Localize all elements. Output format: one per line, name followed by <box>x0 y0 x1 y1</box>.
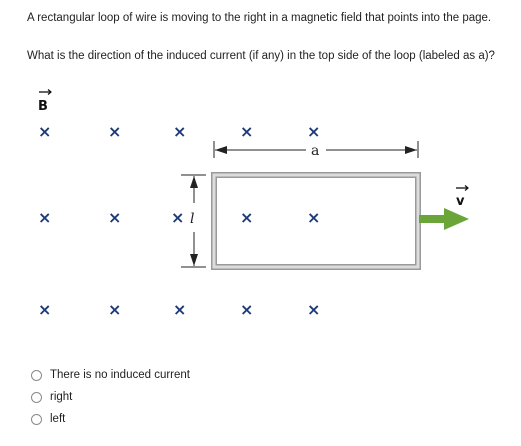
dimension-l-label: l <box>190 211 195 227</box>
field-mark-icon: × <box>173 122 187 141</box>
field-mark-icon: × <box>240 300 254 319</box>
velocity-label <box>456 186 468 210</box>
field-mark-icon: × <box>173 300 187 319</box>
field-mark-icon: × <box>38 208 52 227</box>
radio-button[interactable] <box>31 414 42 425</box>
field-marks <box>38 122 320 319</box>
option-label: There is no induced current <box>50 369 190 381</box>
field-mark-icon: × <box>171 208 185 227</box>
field-mark-icon: × <box>38 122 52 141</box>
field-mark-icon: × <box>38 300 52 319</box>
question-text-line-1: A rectangular loop of wire is moving to the right in a magnetic field that points into the page. <box>27 12 492 24</box>
velocity-label-text: v <box>456 194 465 209</box>
option-right[interactable] <box>31 389 72 405</box>
field-mark-icon: × <box>307 300 321 319</box>
radio-button[interactable] <box>31 392 42 403</box>
dimension-a <box>214 141 418 159</box>
field-mark-icon: × <box>108 122 122 141</box>
field-mark-icon: × <box>307 208 321 227</box>
option-no-induced-current[interactable] <box>31 367 190 383</box>
field-label-text: B <box>38 99 48 114</box>
dimension-a-label: a <box>311 143 320 159</box>
field-mark-icon: × <box>108 208 122 227</box>
field-mark-icon: × <box>108 300 122 319</box>
radio-button[interactable] <box>31 370 42 381</box>
field-mark-icon: × <box>240 208 254 227</box>
option-left[interactable] <box>31 411 65 427</box>
field-mark-icon: × <box>307 122 321 141</box>
option-label: right <box>50 391 73 403</box>
field-mark-icon: × <box>240 122 254 141</box>
question-text-line-2: What is the direction of the induced current (if any) in the top side of the loop (labeled as a)? <box>27 50 495 62</box>
field-label-b <box>38 90 51 115</box>
velocity-arrow-icon <box>419 208 469 230</box>
dimension-l <box>181 175 206 267</box>
option-label: left <box>50 413 66 425</box>
